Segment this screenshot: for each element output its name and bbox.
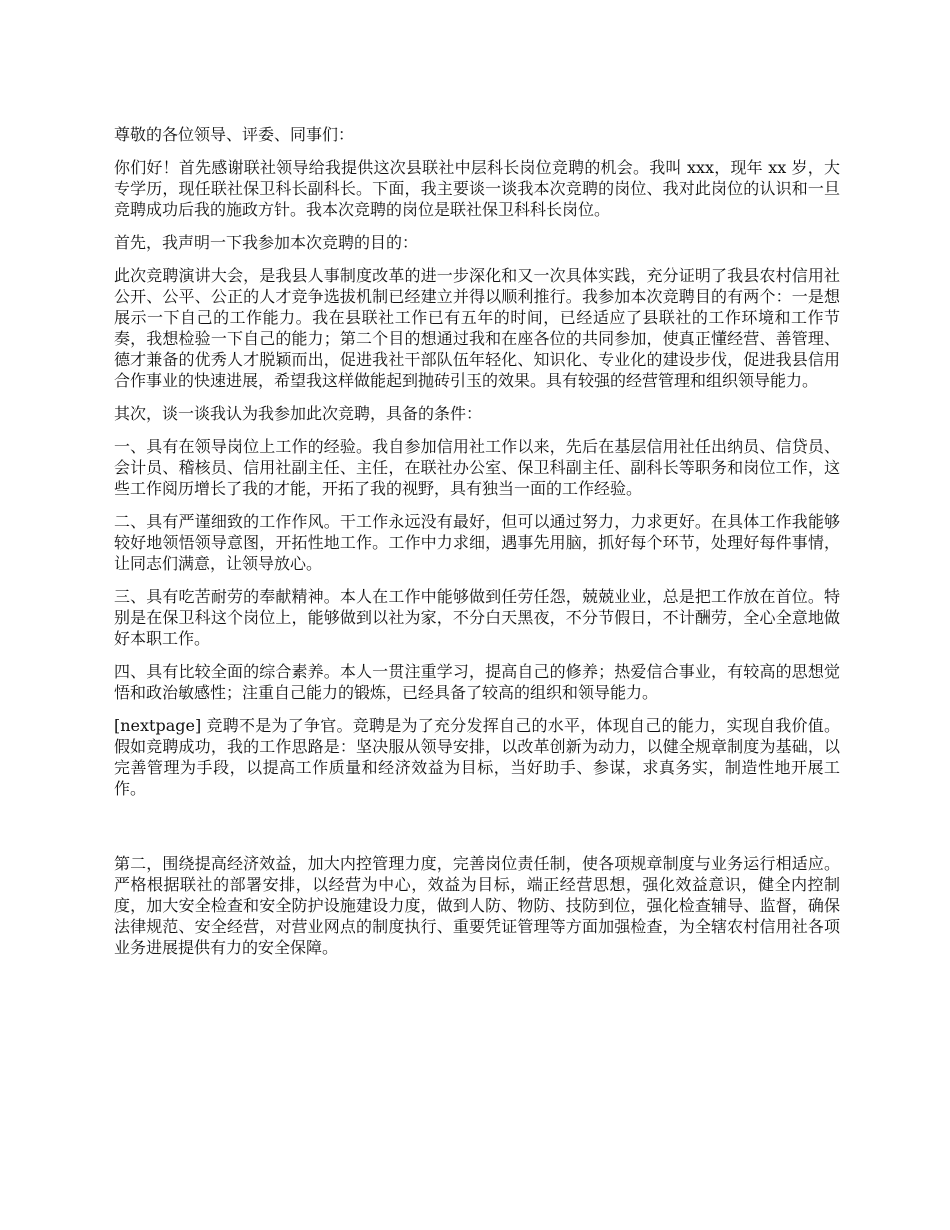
condition-four-paragraph: 四、具有比较全面的综合素养。本人一贯注重学习，提高自己的修养；热爱信合事业，有较高的思想觉悟和政治敏感性；注重自己能力的锻炼，已经具备了较高的组织和领导能力。 bbox=[114, 662, 840, 702]
conditions-heading-paragraph: 其次，谈一谈我认为我参加此次竞聘，具备的条件： bbox=[114, 404, 483, 423]
work-plan-paragraph: [nextpage] 竞聘不是为了争官。竞聘是为了充分发挥自己的水平，体现自己的能力，实现自我价值。假如竞聘成功，我的工作思路是：坚决服从领导安排，以改革创新为动力，以健全规章制度为基础，以完善管理为手段，以提高工作质量和经济效益为目标，当好助手、参谋，求真务实，制造性地开展工作。 bbox=[114, 716, 840, 798]
second-point-paragraph: 第二，围绕提高经济效益，加大内控管理力度，完善岗位责任制，使各项规章制度与业务运行相适应。严格根据联社的部署安排，以经营为中心，效益为目标，端正经营思想，强化效益意识，健全内控制度，加大安全检查和安全防护设施建设力度，做到人防、物防、技防到位，强化检查辅导、监督，确保法律规范、安全经营，对营业网点的制度执行、重要凭证管理等方面加强检查，为全辖农村信用社各项业务进展提供有力的安全保障。 bbox=[114, 854, 840, 957]
purpose-paragraph: 此次竞聘演讲大会，是我县人事制度改革的进一步深化和又一次具体实践，充分证明了我县农村信用社公开、公平、公正的人才竞争选拔机制已经建立并得以顺利推行。我参加本次竞聘目的有两个：一是想展示一下自己的工作能力。我在县联社工作已有五年的时间，已经适应了县联社的工作环境和工作节奏，我想检验一下自己的能力；第二个目的想通过我和在座各位的共同参加，使真正懂经营、善管理、德才兼备的优秀人才脱颖而出，促进我社干部队伍年轻化、知识化、专业化的建设步伐，促进我县信用合作事业的快速进展，希望我这样做能起到抛砖引玉的效果。具有较强的经营管理和组织领导能力。 bbox=[114, 266, 840, 390]
document-body bbox=[114, 124, 840, 970]
paragraph-spacer bbox=[114, 811, 840, 853]
salutation-paragraph: 尊敬的各位领导、评委、同事们： bbox=[114, 125, 355, 144]
condition-two-paragraph: 二、具有严谨细致的工作作风。干工作永远没有最好，但可以通过努力，力求更好。在具体工作我能够较好地领悟领导意图，开拓性地工作。工作中力求细，遇事先用脑，抓好每个环节，处理好每件事情，让同志们满意，让领导放心。 bbox=[114, 512, 840, 573]
condition-three-paragraph: 三、具有吃苦耐劳的奉献精神。本人在工作中能够做到任劳任怨，兢兢业业，总是把工作放在首位。特别是在保卫科这个岗位上，能够做到以社为家，不分白天黑夜，不分节假日，不计酬劳，全心全意地做好本职工作。 bbox=[114, 587, 840, 648]
condition-one-paragraph: 一、具有在领导岗位上工作的经验。我自参加信用社工作以来，先后在基层信用社任出纳员、信贷员、会计员、稽核员、信用社副主任、主任，在联社办公室、保卫科副主任、副科长等职务和岗位工作，这些工作阅历增长了我的才能，开拓了我的视野，具有独当一面的工作经验。 bbox=[114, 437, 840, 498]
introduction-paragraph: 你们好！首先感谢联社领导给我提供这次县联社中层科长岗位竞聘的机会。我叫 xxx，现年 xx 岁，大专学历，现任联社保卫科长副科长。下面，我主要谈一谈我本次竞聘的岗位、我对此岗位的认识和一旦竞聘成功后我的施政方针。我本次竞聘的岗位是联社保卫科科长岗位。 bbox=[114, 158, 840, 219]
purpose-heading-paragraph: 首先，我声明一下我参加本次竞聘的目的： bbox=[114, 233, 419, 252]
